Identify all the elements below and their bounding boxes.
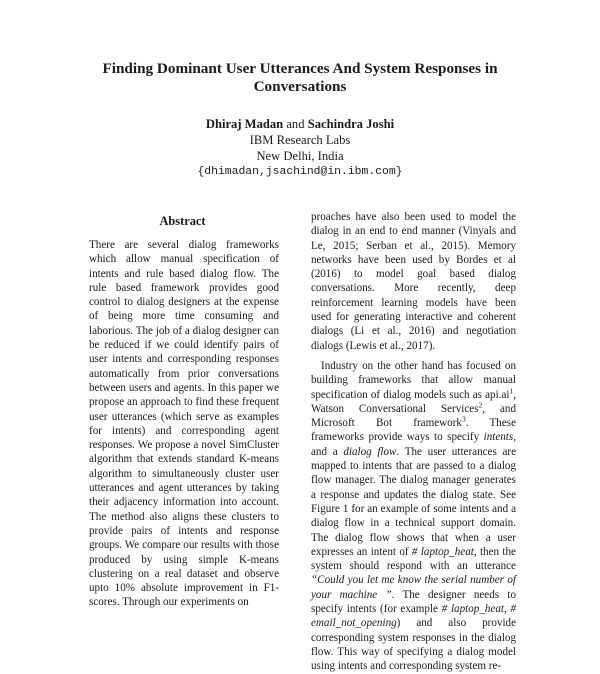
paper-title-line-1: Finding Dominant User Utterances And System Responses in (102, 60, 498, 77)
para2-text-c: , and Microsoft Bot framework (311, 402, 516, 430)
affiliation: IBM Research Labs (249, 133, 351, 147)
body-paragraph-1: proaches have also been used to model the dialog in an end to end manner (Vinyals and Le, 2015; Serban et al., 2015). Memory networks have been used by Bordes et al (2016) to model goal based dialog conversations. More recently, deep reinforcement learning models have been used for generating interactive and coherent dialogs (Li et al., 2016) and negotiation dialogs (Lewis et al., 2017). (311, 211, 516, 352)
para2-text-b: , Watson Conversational Services (311, 388, 516, 415)
dialog-flow-term: dialog flow (343, 445, 397, 458)
para2-text-g: , then the system should respond with an utterance (311, 545, 516, 573)
body-column (311, 210, 516, 674)
footnote-marker-2: 2 (478, 400, 483, 410)
location: New Delhi, India (256, 149, 344, 163)
para2-text-i: ) and also provide corresponding system responses in the dialog flow. This way of specifying a dialog model using intents and corresponding system re- (311, 617, 516, 673)
abstract-column (89, 238, 279, 610)
system-response-quote: “Could you let me know the serial number of your machine ” (311, 574, 516, 601)
footnote-marker-3: 3 (461, 414, 466, 424)
intent-examples: # laptop_heat, # email_not_opening (311, 603, 517, 630)
paper-title (60, 60, 540, 96)
author-conjunction: and (286, 117, 305, 131)
footnote-marker-1: 1 (509, 385, 514, 395)
author-emails: {dhimadan,jsachind@in.ibm.com} (197, 166, 403, 178)
body-paragraph-2 (311, 359, 516, 674)
para2-text-e: , and a (311, 431, 516, 458)
abstract-text: There are several dialog frameworks which allow manual specification of intents and rule based dialog flow. The rule based framework provides good control to dialog designers at the expense of being more time consuming and laborious. The job of a dialog designer can be reduced if we could identify pairs of user intents and corresponding responses automatically from prior conversations between users and agents. In this paper we propose an approach to find these frequent user utterances (which serve as examples for intents) and corresponding agent responses. We propose a novel SimCluster algorithm that extends standard K-means algorithm to simultaneously cluster user utterances and agent utterances by taking their adjacency information into account. The method also aligns these clusters to provide pairs of intents and response groups. We compare our results with those produced by using simple K-means clustering on a real dataset and observe upto 10% absolute improvement in F1-scores. Through our experiments on (89, 239, 279, 609)
para2-text-a: Industry on the other hand has focused on building frameworks that allow manual specification of dialog models such as api.ai (311, 359, 516, 401)
para2-text-h: . The designer needs to specify intents (for example (311, 588, 516, 616)
author-names (60, 116, 540, 132)
intent-example-laptop-heat: # laptop_heat (411, 545, 474, 558)
author-block (60, 116, 540, 180)
abstract-heading: Abstract (159, 214, 206, 228)
author-2: Sachindra Joshi (307, 117, 395, 131)
para2-text-f: . The user utterances are mapped to intents that are passed to a dialog flow manager. The dialog manager generates a response and updates the dialog state. See Figure 1 for an example of some intents and a dialog flow in a technical support domain. The dialog flow shows that when a user expresses an intent of (311, 445, 516, 558)
paper-title-line-2: Conversations (253, 78, 347, 95)
para2-text-d: . These frameworks provide ways to specify (311, 417, 516, 444)
author-1: Dhiraj Madan (205, 117, 284, 131)
intents-term: intents (483, 431, 514, 444)
